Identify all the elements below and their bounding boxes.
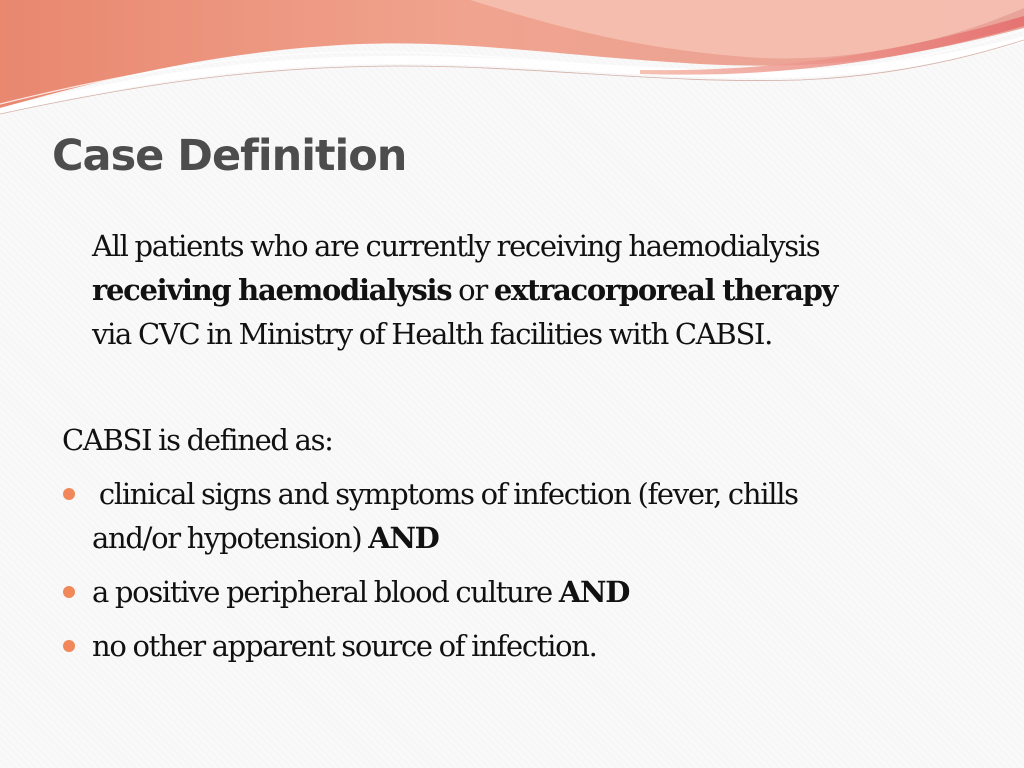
intro-or: or <box>451 273 494 307</box>
bullet-dot-icon <box>63 488 75 500</box>
bullet-2-text: a positive peripheral blood culture <box>92 575 559 609</box>
list-item <box>62 472 982 560</box>
bullet-dot-icon <box>63 640 75 652</box>
intro-paragraph <box>92 224 982 356</box>
bullet-1-line-2 <box>92 516 982 560</box>
bullet-1-and: AND <box>368 521 439 555</box>
intro-line-2 <box>92 268 982 312</box>
bullet-1-line-1: clinical signs and symptoms of infection (fever, chills <box>92 477 798 511</box>
cabsi-defined-label: CABSI is defined as: <box>62 423 333 457</box>
bullet-2-line <box>92 570 982 614</box>
bullet-2-and: AND <box>558 575 630 609</box>
bullet-3-text: no other apparent source of infection. <box>92 629 597 663</box>
slide-title: Case Definition <box>52 131 407 181</box>
decorative-wave-header <box>0 0 1024 125</box>
intro-bold-receiving: receiving haemodialysis <box>92 273 452 307</box>
criteria-list <box>62 472 982 678</box>
bullet-dot-icon <box>63 586 75 598</box>
intro-bold-extracorporeal: extracorporeal therapy <box>493 273 838 307</box>
intro-line-1: All patients who are currently receiving haemodialysis <box>92 229 820 263</box>
bullet-1-text: and/or hypotension) <box>92 521 369 555</box>
list-item <box>62 624 982 668</box>
intro-line-3: via CVC in Ministry of Health facilities with CABSI. <box>92 317 773 351</box>
list-item <box>62 570 982 614</box>
